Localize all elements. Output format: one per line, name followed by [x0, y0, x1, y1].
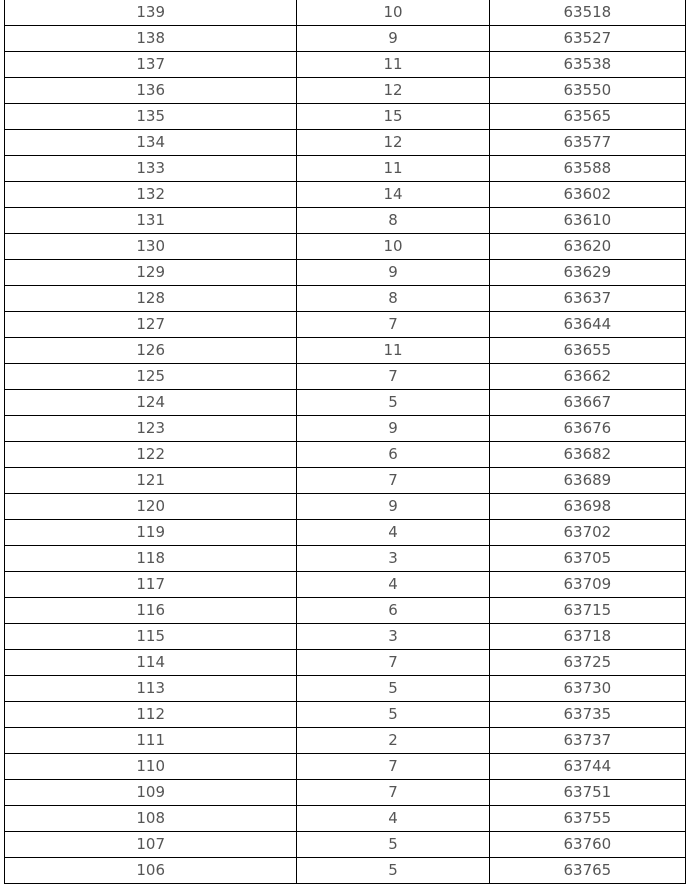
cumulative-cell: 63550	[489, 78, 685, 104]
score-cell: 123	[5, 416, 297, 442]
score-cell: 122	[5, 442, 297, 468]
count-cell: 7	[297, 780, 489, 806]
cumulative-cell: 63744	[489, 754, 685, 780]
score-cell: 111	[5, 728, 297, 754]
cumulative-cell: 63629	[489, 260, 685, 286]
cumulative-cell: 63725	[489, 650, 685, 676]
table-row	[5, 104, 686, 130]
score-cell: 139	[5, 0, 297, 26]
count-cell: 6	[297, 598, 489, 624]
score-cell: 126	[5, 338, 297, 364]
score-cell: 116	[5, 598, 297, 624]
count-cell: 7	[297, 468, 489, 494]
score-cell: 117	[5, 572, 297, 598]
count-cell: 7	[297, 754, 489, 780]
table-row	[5, 676, 686, 702]
count-cell: 5	[297, 702, 489, 728]
score-cell: 114	[5, 650, 297, 676]
table-row	[5, 442, 686, 468]
table-row	[5, 754, 686, 780]
table-row	[5, 130, 686, 156]
score-cell: 131	[5, 208, 297, 234]
table-row	[5, 598, 686, 624]
score-cell: 109	[5, 780, 297, 806]
cumulative-cell: 63644	[489, 312, 685, 338]
count-cell: 9	[297, 26, 489, 52]
table-row	[5, 572, 686, 598]
count-cell: 6	[297, 442, 489, 468]
count-cell: 10	[297, 234, 489, 260]
cumulative-cell: 63718	[489, 624, 685, 650]
count-cell: 7	[297, 650, 489, 676]
table-row	[5, 832, 686, 858]
score-cell: 124	[5, 390, 297, 416]
cumulative-cell: 63765	[489, 858, 685, 884]
table-row	[5, 806, 686, 832]
cumulative-cell: 63735	[489, 702, 685, 728]
count-cell: 3	[297, 546, 489, 572]
score-cell: 130	[5, 234, 297, 260]
count-cell: 7	[297, 312, 489, 338]
count-cell: 14	[297, 182, 489, 208]
cumulative-cell: 63760	[489, 832, 685, 858]
score-cell: 129	[5, 260, 297, 286]
score-cell: 136	[5, 78, 297, 104]
count-cell: 11	[297, 338, 489, 364]
table-row	[5, 0, 686, 26]
cumulative-cell: 63527	[489, 26, 685, 52]
table-row	[5, 858, 686, 884]
table-row	[5, 650, 686, 676]
table-row	[5, 624, 686, 650]
score-cell: 135	[5, 104, 297, 130]
count-cell: 4	[297, 806, 489, 832]
cumulative-cell: 63715	[489, 598, 685, 624]
cumulative-cell: 63705	[489, 546, 685, 572]
score-cell: 106	[5, 858, 297, 884]
score-cell: 127	[5, 312, 297, 338]
score-cell: 108	[5, 806, 297, 832]
cumulative-cell: 63655	[489, 338, 685, 364]
cumulative-cell: 63689	[489, 468, 685, 494]
table-row	[5, 494, 686, 520]
score-cell: 119	[5, 520, 297, 546]
table-row	[5, 546, 686, 572]
table-row	[5, 260, 686, 286]
count-cell: 4	[297, 520, 489, 546]
cumulative-cell: 63755	[489, 806, 685, 832]
count-cell: 12	[297, 130, 489, 156]
table-row	[5, 234, 686, 260]
score-distribution-table	[4, 0, 686, 884]
cumulative-cell: 63662	[489, 364, 685, 390]
count-cell: 8	[297, 208, 489, 234]
score-cell: 107	[5, 832, 297, 858]
cumulative-cell: 63702	[489, 520, 685, 546]
cumulative-cell: 63588	[489, 156, 685, 182]
table-row	[5, 208, 686, 234]
cumulative-cell: 63709	[489, 572, 685, 598]
cumulative-cell: 63751	[489, 780, 685, 806]
score-cell: 110	[5, 754, 297, 780]
score-cell: 120	[5, 494, 297, 520]
count-cell: 3	[297, 624, 489, 650]
cumulative-cell: 63602	[489, 182, 685, 208]
table-row	[5, 286, 686, 312]
table-row	[5, 26, 686, 52]
table-row	[5, 312, 686, 338]
table-row	[5, 520, 686, 546]
cumulative-cell: 63737	[489, 728, 685, 754]
cumulative-cell: 63518	[489, 0, 685, 26]
count-cell: 9	[297, 260, 489, 286]
cumulative-cell: 63577	[489, 130, 685, 156]
count-cell: 5	[297, 390, 489, 416]
count-cell: 15	[297, 104, 489, 130]
count-cell: 5	[297, 676, 489, 702]
count-cell: 7	[297, 364, 489, 390]
table-row	[5, 78, 686, 104]
table-row	[5, 780, 686, 806]
table-row	[5, 364, 686, 390]
cumulative-cell: 63565	[489, 104, 685, 130]
table-row	[5, 182, 686, 208]
cumulative-cell: 63730	[489, 676, 685, 702]
cumulative-cell: 63698	[489, 494, 685, 520]
count-cell: 12	[297, 78, 489, 104]
score-cell: 138	[5, 26, 297, 52]
count-cell: 2	[297, 728, 489, 754]
score-cell: 137	[5, 52, 297, 78]
cumulative-cell: 63682	[489, 442, 685, 468]
score-cell: 134	[5, 130, 297, 156]
cumulative-cell: 63637	[489, 286, 685, 312]
table-row	[5, 156, 686, 182]
table-row	[5, 338, 686, 364]
score-cell: 113	[5, 676, 297, 702]
table-row	[5, 728, 686, 754]
table-row	[5, 416, 686, 442]
count-cell: 11	[297, 156, 489, 182]
table-row	[5, 702, 686, 728]
score-cell: 125	[5, 364, 297, 390]
table-row	[5, 468, 686, 494]
count-cell: 4	[297, 572, 489, 598]
score-cell: 128	[5, 286, 297, 312]
cumulative-cell: 63667	[489, 390, 685, 416]
cumulative-cell: 63676	[489, 416, 685, 442]
count-cell: 9	[297, 494, 489, 520]
cumulative-cell: 63620	[489, 234, 685, 260]
score-cell: 132	[5, 182, 297, 208]
count-cell: 5	[297, 832, 489, 858]
score-cell: 115	[5, 624, 297, 650]
table-body	[5, 0, 686, 884]
cumulative-cell: 63538	[489, 52, 685, 78]
count-cell: 10	[297, 0, 489, 26]
table-row	[5, 390, 686, 416]
count-cell: 8	[297, 286, 489, 312]
count-cell: 11	[297, 52, 489, 78]
count-cell: 9	[297, 416, 489, 442]
score-cell: 112	[5, 702, 297, 728]
score-cell: 118	[5, 546, 297, 572]
score-cell: 121	[5, 468, 297, 494]
count-cell: 5	[297, 858, 489, 884]
score-cell: 133	[5, 156, 297, 182]
cumulative-cell: 63610	[489, 208, 685, 234]
table-row	[5, 52, 686, 78]
